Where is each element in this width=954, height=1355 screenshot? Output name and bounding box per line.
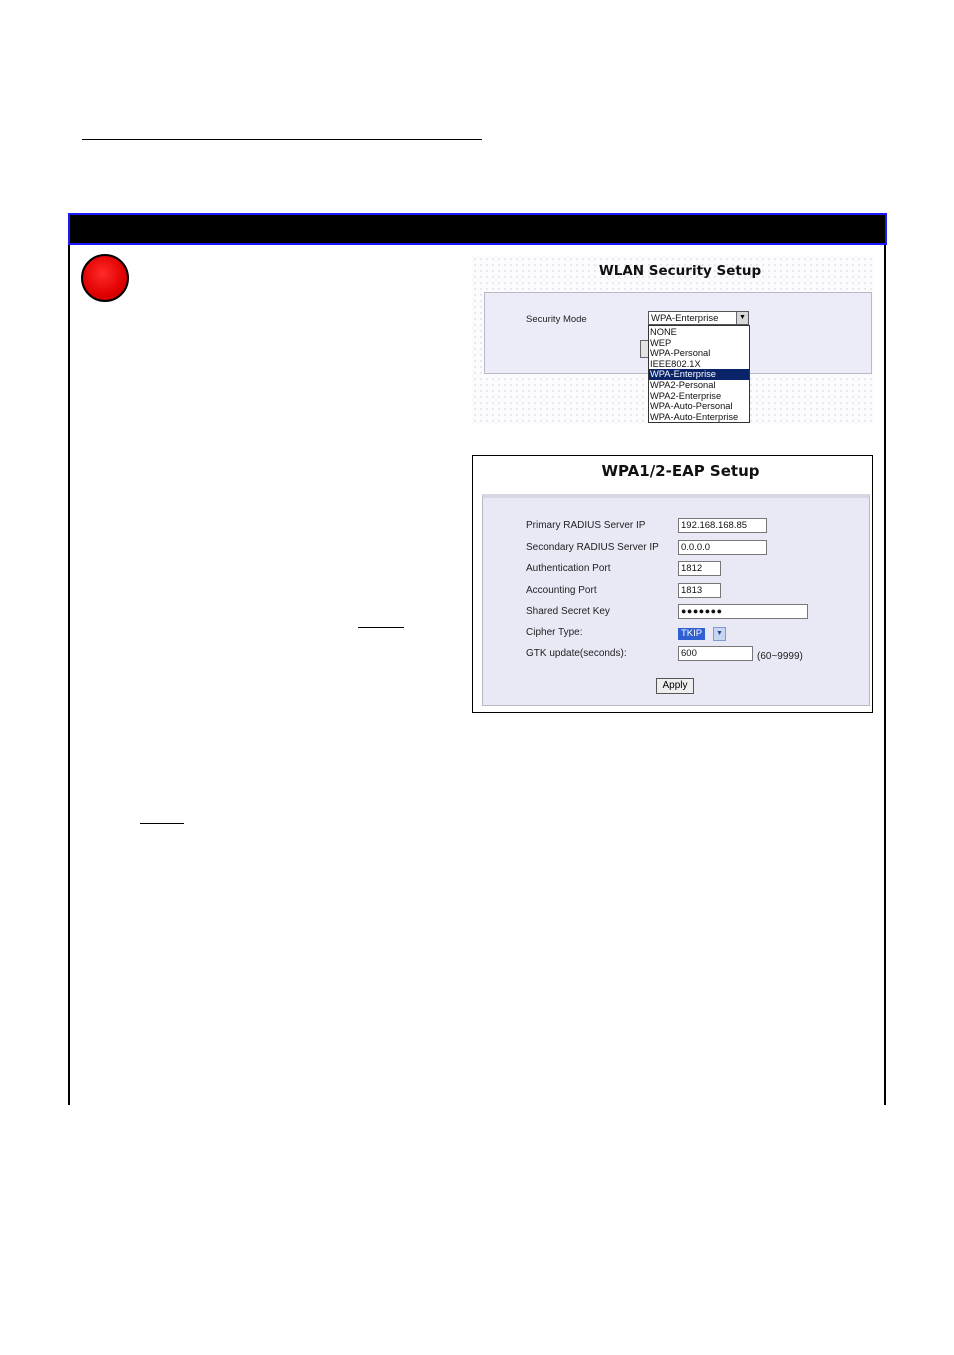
auth-port-input[interactable]: 1812 <box>678 561 721 576</box>
dropdown-option[interactable]: WPA-Personal <box>650 348 711 359</box>
eap-setup-screenshot <box>472 455 873 713</box>
section-rule <box>82 139 482 140</box>
section-header-bar <box>68 213 887 245</box>
chevron-down-icon[interactable]: ▼ <box>736 312 748 324</box>
secondary-radius-label: Secondary RADIUS Server IP <box>526 542 659 553</box>
primary-radius-input[interactable]: 192.168.168.85 <box>678 518 767 533</box>
cipher-type-label: Cipher Type: <box>526 627 583 638</box>
eap-setup-panel <box>482 494 870 706</box>
gtk-update-label: GTK update(seconds): <box>526 648 627 659</box>
acct-port-input[interactable]: 1813 <box>678 583 721 598</box>
dropdown-option[interactable]: WPA-Auto-Personal <box>650 401 733 412</box>
security-mode-dropdown[interactable] <box>648 325 750 423</box>
security-mode-value: WPA-Enterprise <box>651 313 719 324</box>
dropdown-option[interactable]: WPA-Auto-Enterprise <box>650 411 739 422</box>
dropdown-option-selected[interactable]: WPA-Enterprise <box>649 369 749 380</box>
wlan-security-screenshot <box>472 256 874 424</box>
warning-dot-icon <box>81 254 129 302</box>
apply-button[interactable]: Apply <box>656 678 694 694</box>
gtk-update-input[interactable]: 600 <box>678 646 753 661</box>
text-underline <box>358 627 404 628</box>
dropdown-option[interactable]: IEEE802.1X <box>650 358 701 369</box>
acct-port-label: Accounting Port <box>526 585 597 596</box>
dropdown-option[interactable]: WPA2-Enterprise <box>650 390 722 401</box>
secret-key-label: Shared Secret Key <box>526 606 610 617</box>
secondary-radius-input[interactable]: 0.0.0.0 <box>678 540 767 555</box>
cipher-type-value: TKIP <box>678 628 705 640</box>
frame-left-border <box>68 245 70 1105</box>
security-mode-select[interactable] <box>648 311 749 325</box>
dropdown-option[interactable]: NONE <box>650 327 677 337</box>
auth-port-label: Authentication Port <box>526 563 611 574</box>
wlan-security-title: WLAN Security Setup <box>598 263 762 279</box>
secret-key-input[interactable]: ●●●●●●● <box>678 604 808 619</box>
text-underline <box>140 823 184 824</box>
chevron-down-icon[interactable]: ▼ <box>713 627 726 641</box>
dropdown-option[interactable]: WEP <box>650 337 672 348</box>
primary-radius-label: Primary RADIUS Server IP <box>526 520 646 531</box>
gtk-range-hint: (60~9999) <box>757 651 803 662</box>
eap-setup-title: WPA1/2-EAP Setup <box>601 462 760 480</box>
frame-right-border <box>884 245 886 1105</box>
dropdown-option[interactable]: WPA2-Personal <box>650 379 716 390</box>
security-mode-label: Security Mode <box>526 314 587 325</box>
cipher-type-select[interactable] <box>678 627 728 642</box>
